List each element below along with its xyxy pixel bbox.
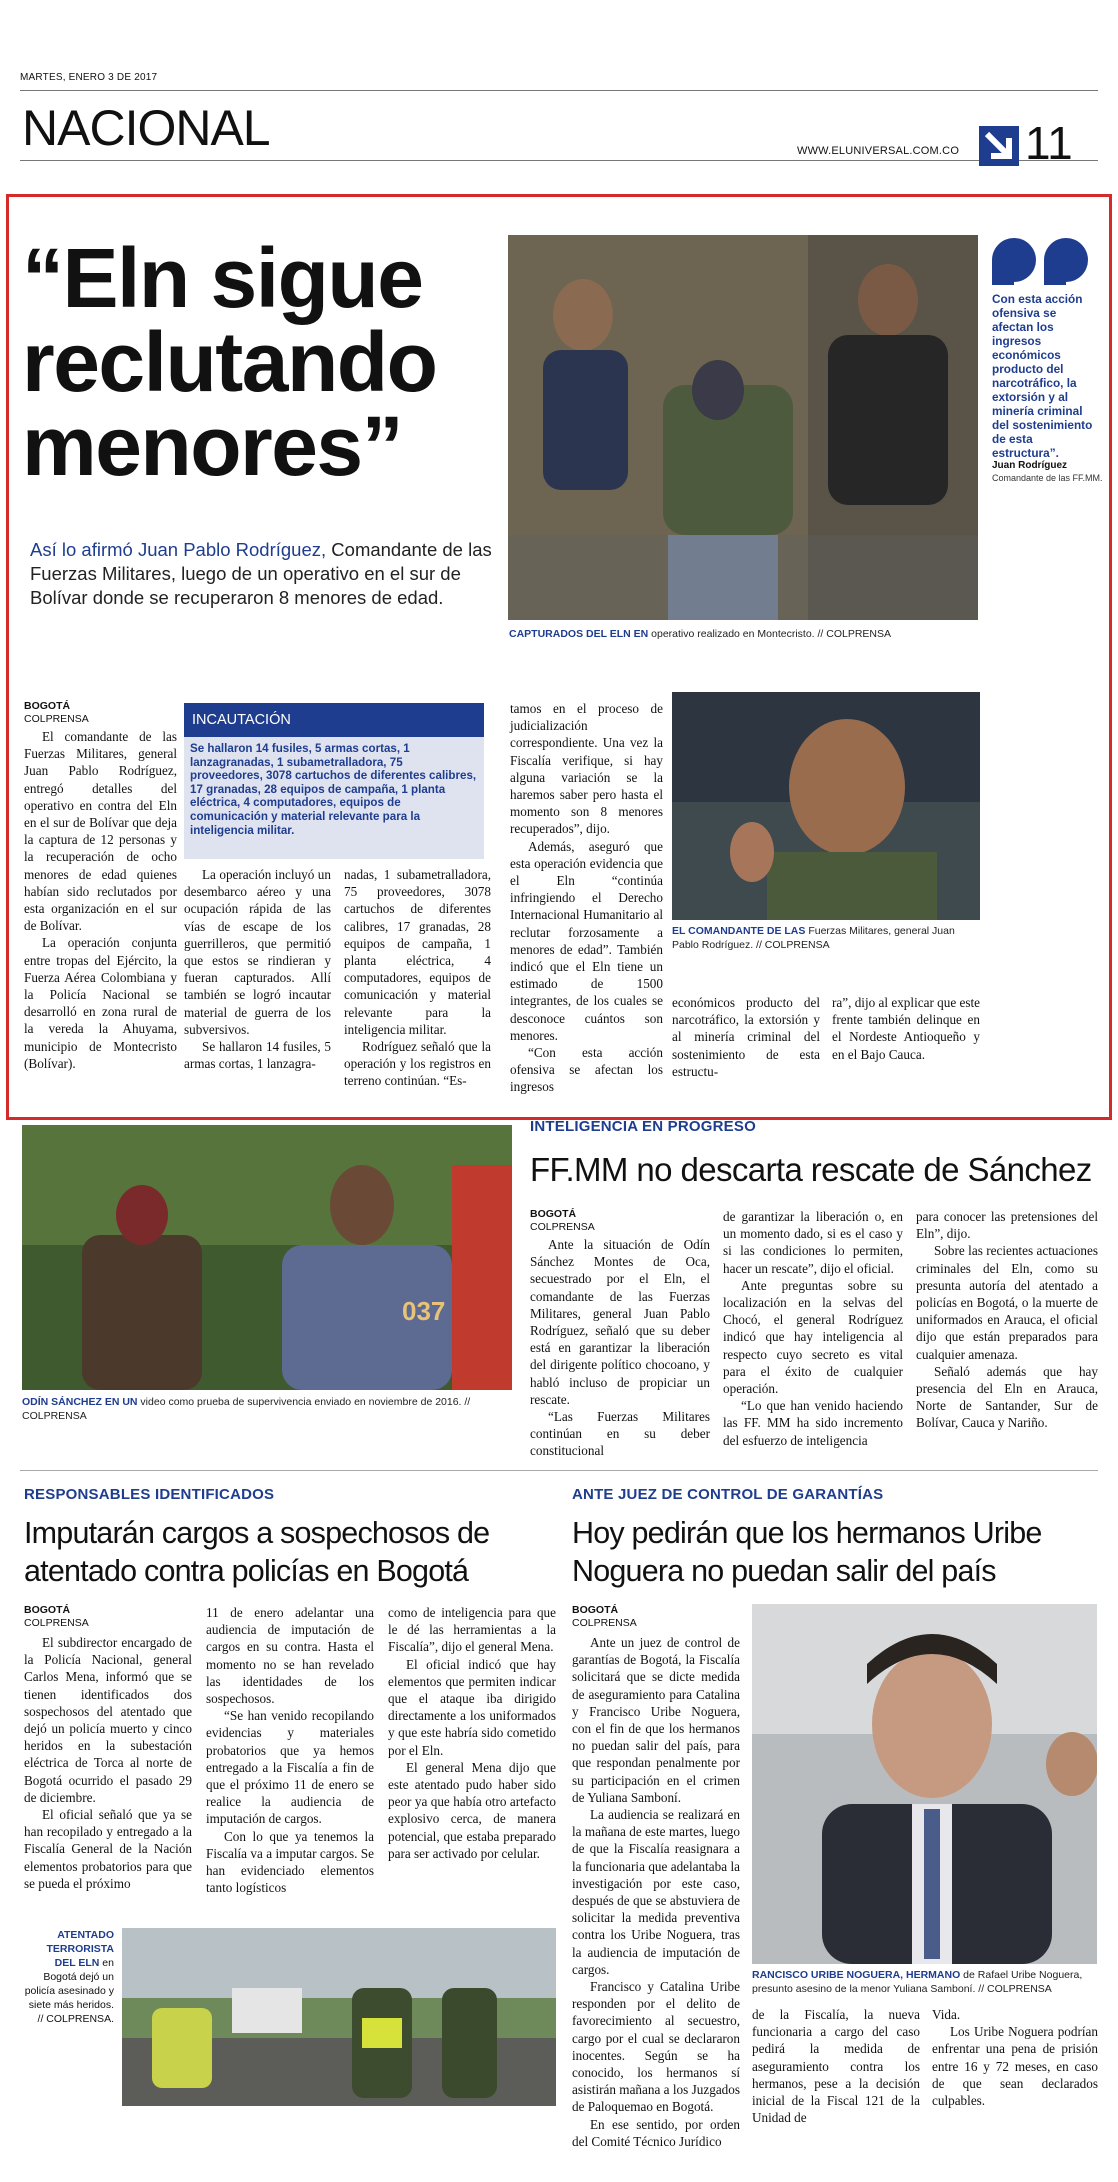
- story3-byline: [24, 1604, 89, 1630]
- paragraph: nadas, 1 subametralladora, 75 proveedores, 3078 cartuchos de diferentes calibres, 17 granadas, 28 equipos de campaña, 1 planta eléctrica, 4 computadores, equipos de comunicación y material relevante para la inteligencia militar.: [344, 867, 491, 1037]
- section-divider: [20, 1470, 1098, 1471]
- masthead-bottom-rule: [20, 160, 1098, 161]
- story2-byline: [530, 1208, 595, 1234]
- paragraph: El general Mena dijo que este atentado pudo haber sido peor ya que había otro artefacto explosivo cerca, de manera potencial, que estaba preparado para ser activado por celular.: [388, 1759, 556, 1861]
- paragraph: Rodríguez señaló que la operación y los registros en terreno continúan. “Es-: [344, 1039, 491, 1089]
- odin-photo-caption-rest: video como prueba de supervivencia enviado en noviembre de 2016. // COLPRENSA: [22, 1396, 471, 1422]
- incautacion-box-text: Se hallaron 14 fusiles, 5 armas cortas, 1 lanzagranadas, 1 subametralladora, 75 proveedores, 3078 cartuchos de diferentes calibres, 17 granadas, 28 equipos de campaña, 1 planta eléctrica, 4 computadores, equipos de comunicación y material relevante para la inteligencia militar.: [190, 742, 477, 837]
- paragraph: tamos en el proceso de judicialización correspondiente. Una vez la Fiscalía verifique, si hay alguna variación se la haremos saber pero hasta el momento son 8 menores recuperados”, dijo.: [510, 701, 663, 837]
- portrait-caption-lead: EL COMANDANTE DE LAS: [672, 925, 806, 937]
- story2-col-1: [530, 1236, 710, 1460]
- story2-byline-agency: COLPRENSA: [530, 1221, 595, 1233]
- story4-headline: Hoy pedirán que los hermanos Uribe Noguera no puedan salir del país: [572, 1516, 1042, 1588]
- lead-col-4: [510, 700, 663, 1096]
- portrait-caption-rest: Fuerzas Militares, general Juan Pablo Rodríguez. // COLPRENSA: [672, 925, 955, 951]
- lead-col-2: [184, 866, 331, 1072]
- issue-date: MARTES, ENERO 3 DE 2017: [20, 72, 158, 83]
- paragraph: Ante la situación de Odín Sánchez Montes de Oca, secuestrado por el Eln, el comandante de las Fuerzas Militares, general Juan Pablo Rodríguez, señaló que su deber está en garantizar la liberación del dirigente político chocoano, y habló incluso de propiciar un rescate.: [530, 1237, 710, 1407]
- lead-col-5: [672, 994, 820, 1080]
- lead-col-6: [832, 994, 980, 1063]
- story4-byline: [572, 1604, 637, 1630]
- paragraph: Francisco y Catalina Uribe responden por el delito de favorecimiento al secuestro, cargo por el cual se declararon inocentes. Según se ha conocido, los hermanos sí asistirán mañana a los Juzgados de Paloquemao en Bogotá.: [572, 1979, 740, 2115]
- story4-col-1: [572, 1634, 740, 2150]
- story3-col-2: [206, 1604, 374, 1896]
- paragraph: El comandante de las Fuerzas Militares, general Juan Pablo Rodríguez, entregó detalles del operativo en contra del Eln en el sur de Bolívar que deja la captura de 12 personas y la recuperación de ocho menores de edad quienes habían sido reclutados por esta organización en el sur de Bolívar.: [24, 729, 177, 934]
- main-photo-caption: [509, 627, 979, 641]
- paragraph: Los Uribe Noguera podrían enfrentar una pena de prisión entre 16 y 72 meses, en caso de que sean declarados culpables.: [932, 2024, 1098, 2109]
- uribe-photo-caption: [752, 1968, 1097, 1996]
- paragraph: económicos producto del narcotráfico, la extorsión y al minería criminal del sostenimiento de esta estructu-: [672, 995, 820, 1079]
- paragraph: “Lo que han venido haciendo las FF. MM ha sido incremento del esfuerzo de inteligencia: [723, 1398, 903, 1448]
- page-number: 11: [1025, 117, 1073, 169]
- paragraph: La operación incluyó un desembarco aéreo y una ocupación rápida de las vías de escape de los guerrilleros, que permitió que estos se rindieran y fueran capturados. Allí también se logró incautar material de guerra de los subversivos.: [184, 867, 331, 1037]
- paragraph: En ese sentido, por orden del Comité Técnico Jurídico: [572, 2116, 740, 2149]
- main-photo-caption-lead: CAPTURADOS DEL ELN EN: [509, 628, 649, 640]
- paragraph: 11 de enero adelantar una audiencia de imputación de cargos en su contra. Hasta el momento no se han revelado las identidades de los sospechosos.: [206, 1605, 374, 1707]
- paragraph: de garantizar la liberación o, en un momento dado, si es el caso y si las condiciones lo permiten, hacer un rescate”, dijo el oficial.: [723, 1209, 903, 1276]
- portrait-caption: [672, 924, 980, 952]
- story2-byline-city: BOGOTÁ: [530, 1208, 577, 1220]
- paragraph: “Con esta acción ofensiva se afectan los ingresos: [510, 1045, 663, 1095]
- quote-role: Comandante de las FF.MM.: [992, 473, 1103, 483]
- paragraph: Además, aseguró que esta operación evidencia que el Eln “continúa infringiendo el Derecho Internacional Humanitario al reclutar forzosamente a menores de edad”. También indicó que el Eln tiene un estimado de 1500 integrantes, de los cuales se desconoce cuántos son menores.: [510, 838, 663, 1043]
- odin-photo-caption-lead: ODÍN SÁNCHEZ EN UN: [22, 1396, 138, 1408]
- pull-quote: Con esta acción ofensiva se afectan los ingresos económicos producto del narcotráfico, la extorsión y al minería criminal del sostenimiento de esta estructura”.: [992, 292, 1093, 460]
- story3-byline-agency: COLPRENSA: [24, 1617, 89, 1629]
- paragraph: La operación conjunta entre tropas del Ejército, la Fuerza Aérea Colombiana y la Policía Nacional se desarrolló en zona rural de la vereda la Ahuyama, municipio de Montecristo (Bolívar).: [24, 935, 177, 1071]
- story3-kicker: RESPONSABLES IDENTIFICADOS: [24, 1486, 275, 1503]
- lead-byline-city: BOGOTÁ: [24, 700, 71, 712]
- story4-byline-city: BOGOTÁ: [572, 1604, 619, 1616]
- story3-photo-caption-lead: ATENTADO TERRORISTA DEL ELN: [46, 1929, 114, 1969]
- masthead-top-rule: [20, 90, 1098, 91]
- odin-photo-caption: [22, 1395, 512, 1423]
- story3-col-1: [24, 1634, 192, 1892]
- story3-photo-caption-rest: en Bogotá dejó un policía asesinado y siete más heridos. // COLPRENSA.: [24, 1957, 114, 2025]
- lead-col-3: [344, 866, 491, 1090]
- paragraph: Sobre las recientes actuaciones criminales del Eln, como su presunta autoría del atentado a policías en Bogotá, o la muerte de uniformados en Arauca, el oficial dijo que están preparados para cualquier amenaza.: [916, 1243, 1098, 1362]
- paragraph: como de inteligencia para que le dé las herramientas a la Fiscalía”, dijo el general Mena.: [388, 1605, 556, 1655]
- paragraph: El subdirector encargado de la Policía Nacional, general Carlos Mena, informó que se tienen identificados dos sospechosos del atentado que dejó un policía muerto y cinco heridos en la subestación eléctrica de Torca al norte de Bogotá ocurrido el pasado 29 de diciembre.: [24, 1635, 192, 1805]
- lead-subhead-lead: Así lo afirmó Juan Pablo Rodríguez,: [30, 539, 327, 560]
- paragraph: Ante preguntas sobre su localización en la selvas del Chocó, el general Rodríguez indicó que hay inteligencia al respecto cuyo secreto es vital para el éxito de cualquier operación.: [723, 1277, 903, 1397]
- paragraph: Se hallaron 14 fusiles, 5 armas cortas, 1 lanzagra-: [184, 1039, 331, 1072]
- commander-portrait-photo: [672, 692, 980, 920]
- lead-byline: [24, 700, 89, 726]
- svg-text:037: 037: [402, 1296, 446, 1326]
- story2-headline: FF.MM no descarta rescate de Sánchez: [530, 1151, 1092, 1188]
- paragraph: La audiencia se realizará en la mañana de este martes, luego de que la Fiscalía reasignara a la funcionaria que adelantaba la investigación por este caso, después de que se abstuviera de solicitar la medida preventiva contra los Uribe Noguera, tras la audiencia de imputación de cargos.: [572, 1807, 740, 1977]
- captured-eln-photo: [508, 235, 978, 620]
- lead-headline: “Eln sigue reclutando menores”: [22, 231, 437, 493]
- story3-byline-city: BOGOTÁ: [24, 1604, 71, 1616]
- paragraph: “Se han venido recopilando evidencias y materiales probatorios que ya hemos entregado a la Fiscalía a fin de que el próximo 11 de enero se realice la audiencia de imputación de cargos.: [206, 1708, 374, 1827]
- lead-subhead-rest: Comandante de las Fuerzas Militares, luego de un operativo en el sur de Bolívar donde se recuperaron 8 menores de edad.: [30, 539, 492, 608]
- website-url: WWW.ELUNIVERSAL.COM.CO: [797, 145, 960, 157]
- paragraph: El oficial señaló que ya se han recopilado y entregado a la Fiscalía General de la Nación elementos probatorios para que se pueda el próximo: [24, 1807, 192, 1891]
- paragraph: Vida.: [932, 2007, 961, 2022]
- quote-author: Juan Rodríguez: [992, 460, 1068, 471]
- paragraph: ra”, dijo al explicar que este frente también delinque en el Nordeste Antioqueño y en el Bajo Cauca.: [832, 995, 980, 1062]
- section-title: NACIONAL: [22, 100, 270, 156]
- story2-col-2: [723, 1208, 903, 1449]
- story4-kicker: ANTE JUEZ DE CONTROL DE GARANTÍAS: [572, 1486, 884, 1503]
- lead-col-1: [24, 728, 177, 1072]
- story2-col-3: [916, 1208, 1098, 1432]
- story3-col-3: [388, 1604, 556, 1862]
- story3-headline: Imputarán cargos a sospechosos de atentado contra policías en Bogotá: [24, 1516, 490, 1588]
- story4-col-3: [932, 2006, 1098, 2109]
- arrow-icon: [979, 126, 1019, 166]
- main-photo-caption-rest: operativo realizado en Montecristo. // COLPRENSA: [648, 628, 892, 640]
- quote-marks-icon: [992, 235, 1092, 285]
- uribe-photo-caption-lead: RANCISCO URIBE NOGUERA, HERMANO: [752, 1969, 961, 1981]
- paragraph: Ante un juez de control de garantías de Bogotá, la Fiscalía solicitará que se dicte medida de aseguramiento para Catalina y Francisco Uribe Noguera, con el fin de que los hermanos no puedan salir del país, para que respondan penalmente por su participación en el crimen de Yuliana Samboní.: [572, 1635, 740, 1805]
- story2-kicker: INTELIGENCIA EN PROGRESO: [530, 1118, 756, 1135]
- story3-photo-caption: [24, 1928, 114, 2026]
- incautacion-box-title: INCAUTACIÓN: [184, 703, 484, 737]
- odin-sanchez-photo: [22, 1125, 512, 1390]
- story4-byline-agency: COLPRENSA: [572, 1617, 637, 1629]
- paragraph: El oficial indicó que hay elementos que permiten indicar que el ataque iba dirigido directamente a los uniformados y que este habría sido cometido por el Eln.: [388, 1656, 556, 1758]
- paragraph: para conocer las pretensiones del Eln”, dijo.: [916, 1209, 1098, 1242]
- paragraph: Señaló además que hay presencia del Eln en Arauca, Norte de Santander, Sur de Bolívar, Cauca y Nariño.: [916, 1363, 1098, 1431]
- story4-col-2: [752, 2006, 920, 2126]
- lead-byline-agency: COLPRENSA: [24, 713, 89, 725]
- incautacion-box: [184, 703, 484, 859]
- atentado-photo: [122, 1928, 556, 2106]
- lead-subhead: [30, 538, 500, 610]
- paragraph: Con lo que ya tenemos la Fiscalía va a imputar cargos. Se han evidenciado elementos tanto logísticos: [206, 1828, 374, 1896]
- paragraph: “Las Fuerzas Militares continúan en su deber constitucional: [530, 1409, 710, 1459]
- uribe-noguera-photo: [752, 1604, 1097, 1964]
- paragraph: de la Fiscalía, la nueva funcionaria a cargo del caso pedirá la medida de aseguramiento contra los hermanos, pese a la decisión inicial de la Fiscal 121 de la Unidad de: [752, 2007, 920, 2126]
- uribe-photo-caption-rest: de Rafael Uribe Noguera, presunto asesino de la menor Yuliana Samboní. // COLPRENSA: [752, 1969, 1083, 1995]
